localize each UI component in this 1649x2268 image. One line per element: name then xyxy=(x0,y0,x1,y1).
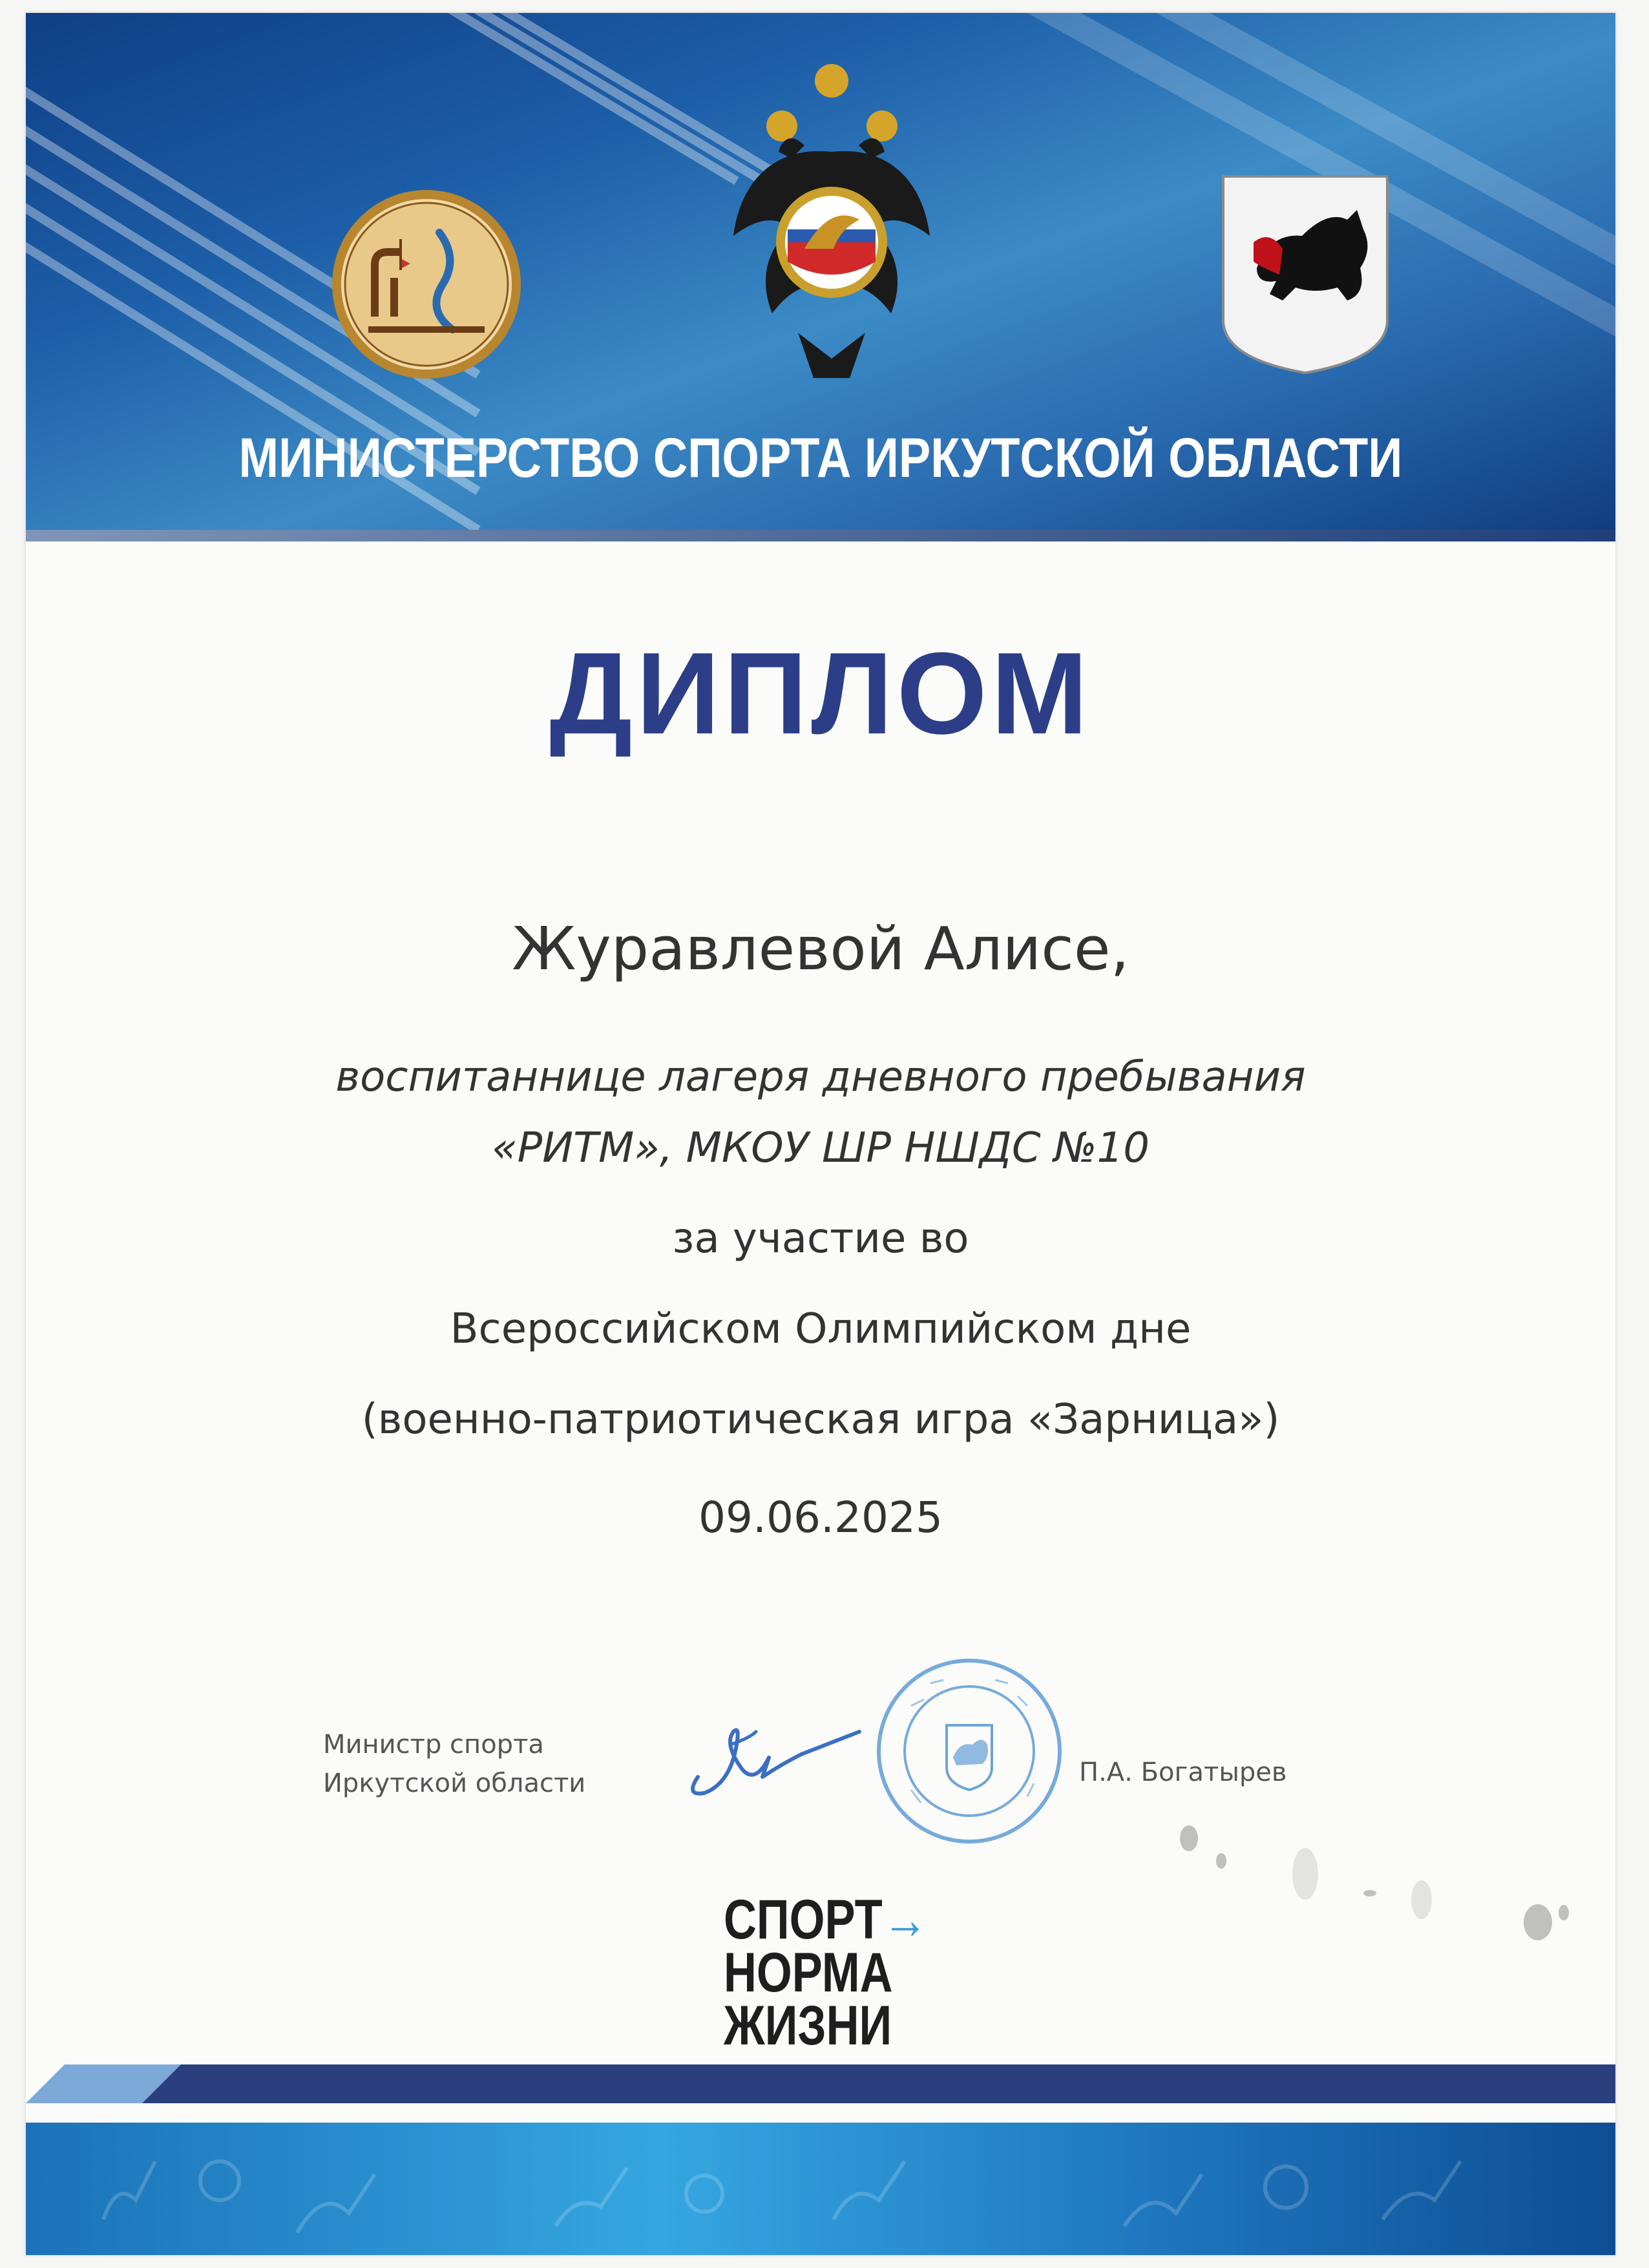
footer-band xyxy=(26,2123,1615,2255)
award-reason-line1: за участие во xyxy=(672,1215,969,1263)
recipient-name: Журавлевой Алисе, xyxy=(512,914,1129,983)
ministry-title: МИНИСТЕРСТВО СПОРТА ИРКУТСКОЙ ОБЛАСТИ xyxy=(238,427,1403,489)
sports-emblem-icon xyxy=(330,187,523,381)
official-stamp xyxy=(872,1654,1066,1848)
slogan-line3: ЖИЗНИ xyxy=(724,1995,892,2057)
irkutsk-coat-of-arms-icon xyxy=(1218,171,1392,378)
footer-stripe-decoration xyxy=(26,2064,1615,2103)
recipient-description-line1: воспитаннице лагеря дневного пребывания xyxy=(335,1053,1306,1101)
award-date: 09.06.2025 xyxy=(698,1493,943,1542)
slogan-line2: НОРМА xyxy=(724,1942,893,2004)
signer-position xyxy=(323,1725,585,1803)
slogan-arrow-icon: → xyxy=(882,1889,929,1951)
signer-name: П.А. Богатырев xyxy=(1079,1758,1287,1787)
diploma-sheet xyxy=(26,13,1615,2255)
signer-position-line1: Министр спорта xyxy=(323,1730,544,1759)
award-reason-line3: (военно-патриотическая игра «Зарница») xyxy=(361,1396,1280,1444)
signer-position-line2: Иркутской области xyxy=(323,1769,586,1798)
footer-athletes-pattern xyxy=(26,2123,1615,2255)
handwritten-signature xyxy=(672,1706,866,1809)
slogan-logo xyxy=(724,1889,936,2057)
award-reason-line2: Всероссийском Олимпийском дне xyxy=(450,1305,1192,1353)
header-underline xyxy=(26,530,1615,541)
diploma-title: ДИПЛОМ xyxy=(549,629,1092,759)
ministry-eagle-emblem-icon xyxy=(720,55,943,391)
scan-smudge-marks xyxy=(1176,1822,1596,1977)
header-band xyxy=(26,13,1615,530)
recipient-description-line2: «РИТМ», МКОУ ШР НШДС №10 xyxy=(492,1124,1150,1172)
slogan-line1: СПОРТ xyxy=(724,1889,883,1951)
